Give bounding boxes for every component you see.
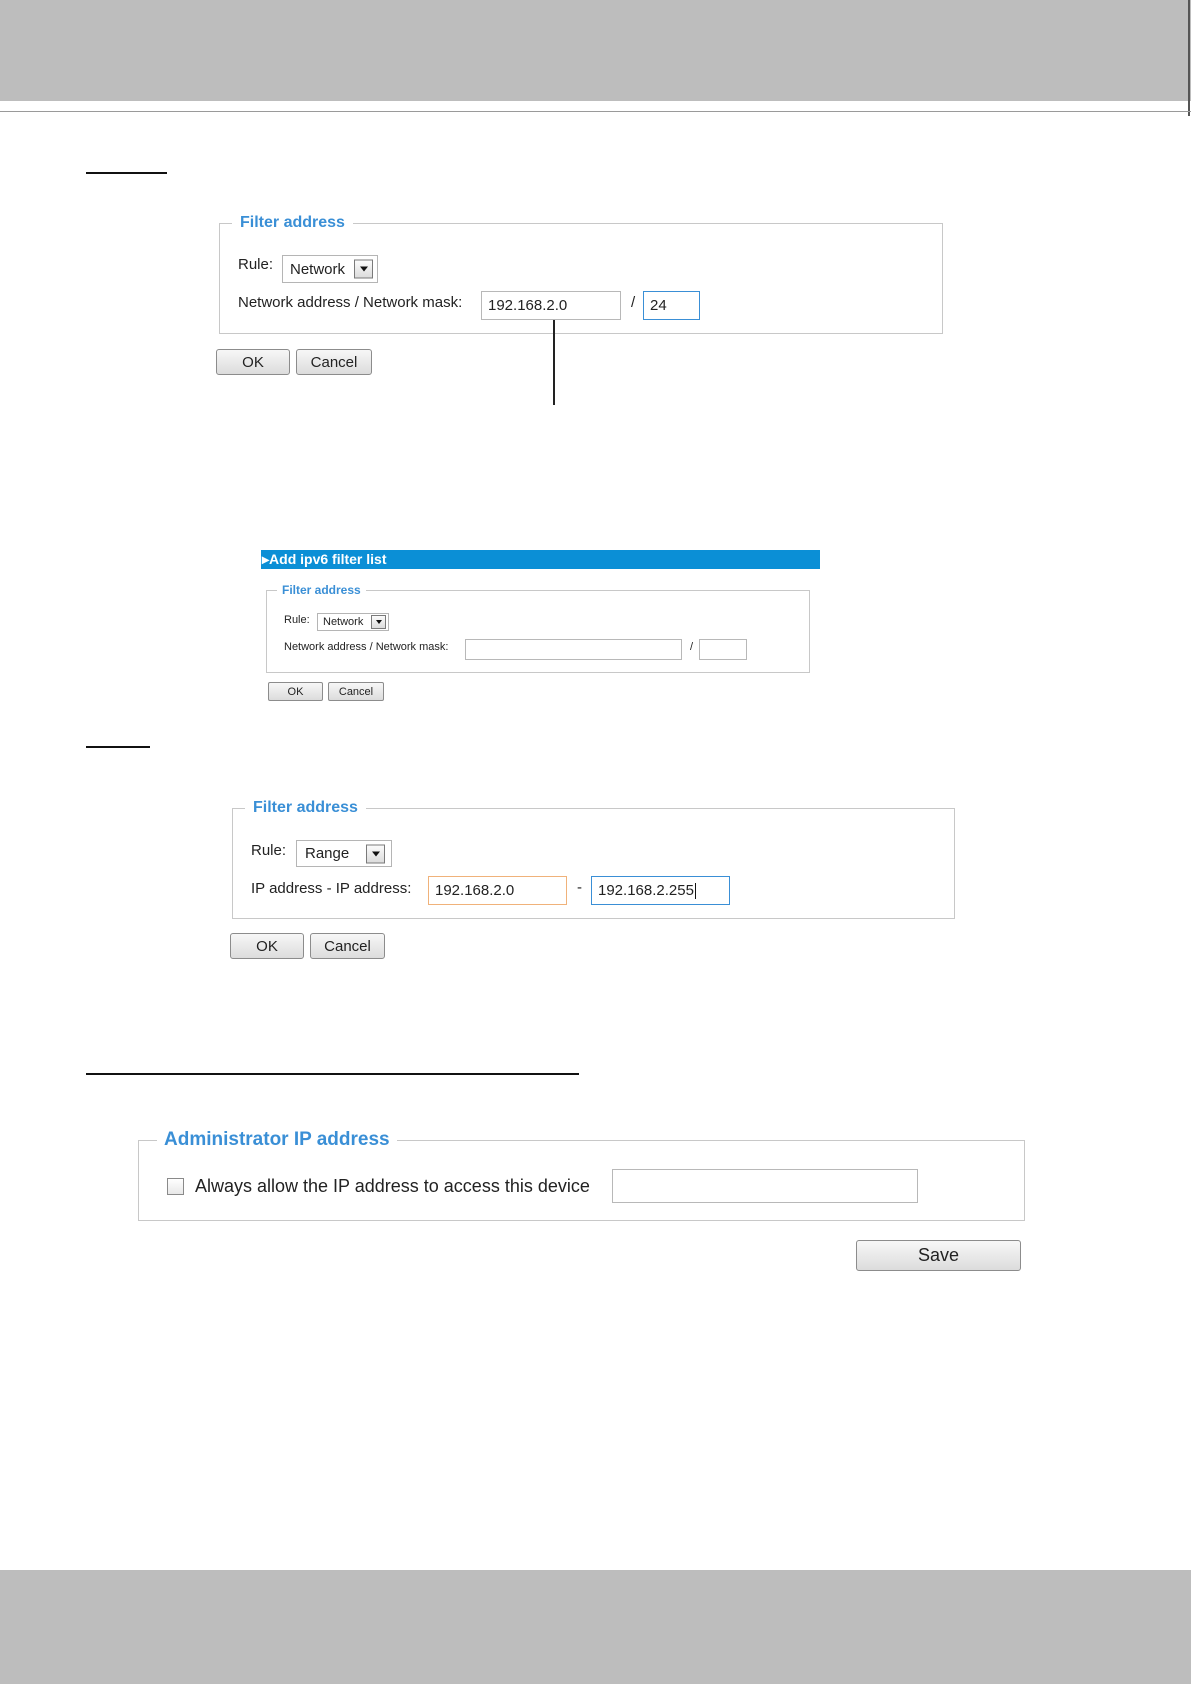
network-mask-input[interactable]	[643, 291, 700, 320]
rule-label: Rule:	[238, 256, 274, 273]
administrator-ip-legend: Administrator IP address	[164, 1129, 390, 1150]
expand-arrow-icon: ▸	[262, 551, 270, 567]
rule-select[interactable]	[282, 255, 378, 283]
filter-address-legend: Filter address	[240, 214, 345, 231]
header-rule	[0, 111, 1191, 112]
bottom-gray-band	[0, 1570, 1191, 1684]
save-button[interactable]: Save	[856, 1240, 1021, 1271]
rule-select-value: Network	[290, 260, 346, 278]
range-start-ip-value: 192.168.2.0	[435, 882, 515, 899]
ipv6-panel-header[interactable]	[261, 550, 820, 569]
ipv6-mask-separator: /	[690, 641, 694, 653]
mask-separator: /	[631, 294, 636, 311]
chevron-down-icon[interactable]	[366, 844, 385, 863]
network-address-value: 192.168.2.0	[488, 297, 568, 314]
ipv6-panel-header-label: Add ipv6 filter list	[269, 551, 387, 567]
range-end-ip-input[interactable]	[591, 876, 730, 905]
ok-button[interactable]: OK	[216, 349, 290, 375]
range-filter-address-legend: Filter address	[253, 799, 358, 816]
ipv6-ok-button[interactable]: OK	[268, 682, 323, 701]
chevron-down-icon[interactable]	[371, 615, 386, 629]
network-address-mask-label: Network address / Network mask:	[238, 294, 463, 311]
administrator-ip-input[interactable]	[612, 1169, 918, 1203]
network-address-input[interactable]	[481, 291, 621, 320]
text-caret	[695, 883, 696, 899]
header-edge-line	[1188, 0, 1190, 116]
range-cancel-button[interactable]: Cancel	[310, 933, 385, 959]
chevron-down-icon[interactable]	[354, 260, 373, 279]
range-end-ip-value: 192.168.2.255	[598, 882, 694, 899]
ip-range-label: IP address - IP address:	[251, 880, 412, 897]
ipv6-network-address-mask-label: Network address / Network mask:	[284, 641, 449, 653]
range-ok-button[interactable]: OK	[230, 933, 304, 959]
ipv6-cancel-button[interactable]: Cancel	[328, 682, 384, 701]
cancel-button[interactable]: Cancel	[296, 349, 372, 375]
heading-underline-network	[86, 172, 167, 174]
ipv6-rule-select[interactable]	[317, 613, 389, 631]
range-rule-select[interactable]	[296, 840, 392, 867]
ipv6-network-address-input[interactable]	[465, 639, 682, 660]
ipv6-filter-address-legend: Filter address	[282, 583, 361, 597]
range-rule-select-value: Range	[305, 845, 350, 862]
top-gray-band	[0, 0, 1191, 101]
range-separator: -	[577, 879, 582, 896]
always-allow-label: Always allow the IP address to access this device	[195, 1176, 590, 1196]
always-allow-checkbox[interactable]	[167, 1178, 184, 1195]
ipv6-rule-select-value: Network	[323, 616, 364, 628]
callout-pointer-line	[553, 320, 555, 405]
range-start-ip-input[interactable]	[428, 876, 567, 905]
ipv6-rule-label: Rule:	[284, 614, 310, 626]
network-mask-value: 24	[650, 297, 667, 314]
ipv6-network-mask-input[interactable]	[699, 639, 747, 660]
heading-underline-admin	[86, 1073, 579, 1075]
heading-underline-range	[86, 746, 150, 748]
range-rule-label: Rule:	[251, 842, 287, 859]
